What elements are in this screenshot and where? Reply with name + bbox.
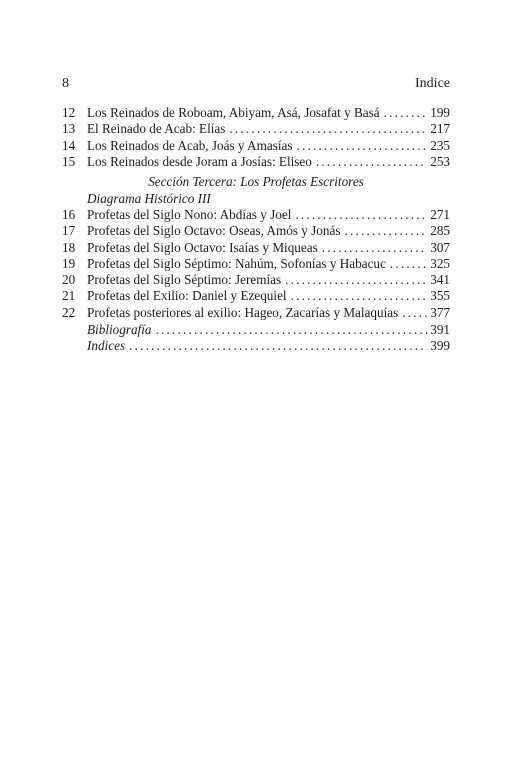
dot-leader <box>129 338 427 354</box>
dot-leader <box>344 223 427 239</box>
toc-entry <box>62 138 450 154</box>
toc-entry-indices <box>87 338 450 354</box>
chapter-number: 15 <box>62 153 76 169</box>
toc-entry <box>62 256 450 272</box>
dot-leader <box>296 138 427 154</box>
toc-entry <box>62 105 450 121</box>
dot-leader <box>402 305 427 321</box>
toc-entry <box>62 240 450 256</box>
page-ref: 235 <box>430 137 450 153</box>
toc-entry <box>62 305 450 321</box>
page-ref: 217 <box>430 121 450 137</box>
chapter-number: 21 <box>62 288 76 304</box>
page-ref: 307 <box>430 239 450 255</box>
chapter-title: Profetas posteriores al exilio: Hageo, Zacarías y Malaquías <box>87 304 399 320</box>
chapter-title: Profetas del Siglo Séptimo: Nahúm, Sofonías y Habacuc <box>87 255 386 271</box>
toc-group-prophets <box>62 207 450 321</box>
dot-leader <box>291 288 428 304</box>
page-number: 8 <box>62 76 69 91</box>
chapter-title: Profetas del Siglo Octavo: Oseas, Amós y Jonás <box>87 223 341 239</box>
back-matter-title: Bibliografía <box>87 322 152 337</box>
page-header <box>62 76 450 94</box>
toc-entry <box>62 288 450 304</box>
section-heading: Sección Tercera: Los Profetas Escritores <box>148 174 364 189</box>
page-ref: 285 <box>430 223 450 239</box>
toc-entry <box>62 154 450 170</box>
toc-entry <box>62 121 450 137</box>
dot-leader <box>155 322 427 338</box>
toc-entry <box>62 207 450 223</box>
chapter-number: 18 <box>62 239 76 255</box>
toc-group-kings <box>62 105 450 170</box>
chapter-number: 14 <box>62 137 76 153</box>
dot-leader <box>229 121 427 137</box>
page-ref: 391 <box>430 322 450 337</box>
chapter-title: Los Reinados de Acab, Joás y Amasías <box>87 137 293 153</box>
dot-leader <box>390 256 427 272</box>
chapter-number: 19 <box>62 255 76 271</box>
chapter-number: 17 <box>62 223 76 239</box>
page-ref: 271 <box>430 207 450 222</box>
page-ref: 199 <box>430 105 450 120</box>
dot-leader <box>316 154 427 170</box>
back-matter-title: Indices <box>87 338 126 354</box>
page-ref: 325 <box>430 255 450 271</box>
page-ref: 355 <box>430 288 450 304</box>
dot-leader <box>295 207 427 223</box>
chapter-title: Profetas del Siglo Octavo: Isaías y Miqueas <box>87 239 318 255</box>
page-ref: 377 <box>430 304 450 320</box>
page-ref: 399 <box>430 338 450 354</box>
chapter-title: Profetas del Siglo Séptimo: Jeremías <box>87 272 282 288</box>
page-ref: 341 <box>430 272 450 288</box>
chapter-title: Profetas del Exilio: Daniel y Ezequiel <box>87 288 287 304</box>
chapter-number: 16 <box>62 207 76 222</box>
toc-group-back-matter <box>87 322 450 355</box>
toc-entry <box>62 223 450 239</box>
chapter-number: 22 <box>62 304 76 320</box>
toc-entry <box>62 272 450 288</box>
dot-leader <box>285 272 427 288</box>
dot-leader <box>322 240 427 256</box>
chapter-title: Los Reinados desde Joram a Josías: Eliseo <box>87 153 312 169</box>
chapter-number: 13 <box>62 121 76 137</box>
toc-entry-bibliography <box>87 322 450 338</box>
chapter-title: El Reinado de Acab: Elías <box>87 121 226 137</box>
chapter-number: 20 <box>62 272 76 288</box>
running-head: Indice <box>415 76 450 91</box>
chapter-number: 12 <box>62 105 76 120</box>
chapter-title: Profetas del Siglo Nono: Abdías y Joel <box>87 207 292 222</box>
diagram-label: Diagrama Histórico III <box>87 191 211 206</box>
page-ref: 253 <box>430 153 450 169</box>
dot-leader <box>384 105 428 121</box>
chapter-title: Los Reinados de Roboam, Abiyam, Asá, Josafat y Basá <box>87 105 380 120</box>
